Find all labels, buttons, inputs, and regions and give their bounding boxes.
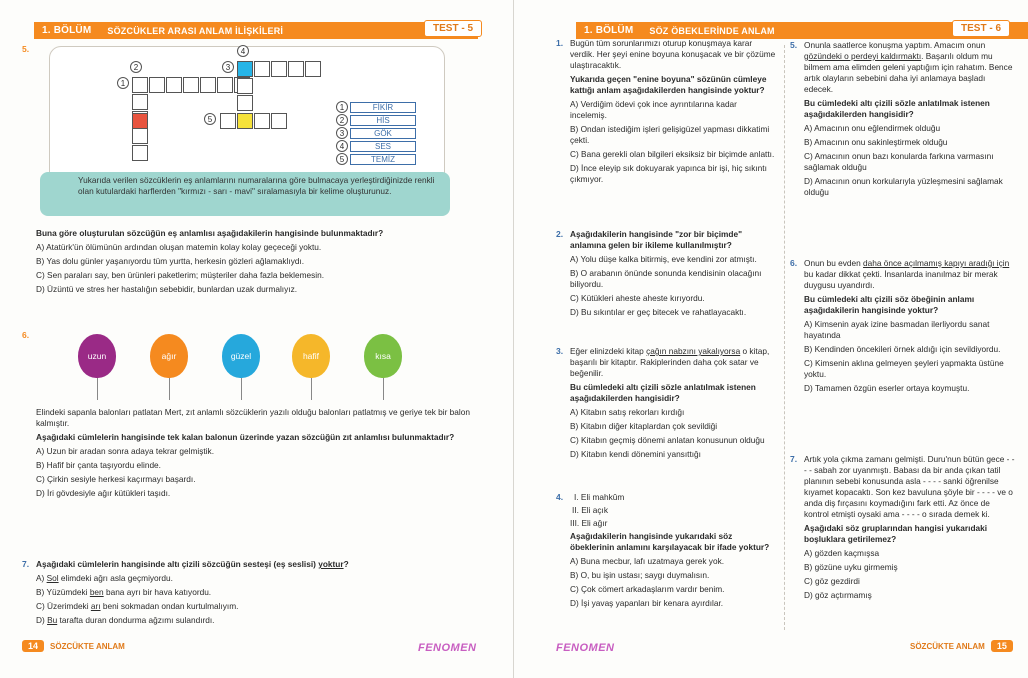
answer-option[interactable]: A) Kimsenin ayak izine basmadan ilerliyordu sanat hayatında [804,319,990,340]
answer-option[interactable]: B) Ondan istediğim işleri gelişigüzel yapması dikkatimi çekti. [570,124,770,145]
answer-option[interactable]: D) İnce eleyip sık dokuyarak yapınca bir işi, hiç sıkıntı çıkmıyor. [570,163,767,184]
balloon-hafif: hafif [292,334,330,378]
question-5 [804,40,1016,198]
answer-option[interactable]: D) göz açtırmamış [804,590,872,600]
question-number: 2. [556,229,564,239]
key-word: TEMİZ [350,154,416,165]
answer-option[interactable]: D) İri gövdesiyle ağır kütükleri taşıdı. [36,488,171,498]
answer-option[interactable]: B) Kitabın diğer kitaplardan çok sevildiği [570,421,718,431]
question-6 [36,407,476,499]
answer-option[interactable]: C) Sen paraları say, ben ürünleri paketlerim; müşteriler daha fazla beklemesin. [36,270,325,280]
page-number: 15 [991,640,1013,652]
answer-option[interactable]: B) O arabanın önünde sonunda kendisinin olacağını biliyordu. [570,268,762,289]
chapter-title: SÖZCÜKLER ARASI ANLAM İLİŞKİLERİ [107,25,284,36]
crossword-cell [200,77,216,93]
red-cell [132,113,148,129]
question-5 [36,228,476,295]
crossword-cell [183,77,199,93]
crossword-cell [305,61,321,77]
question-number: 4. [556,492,564,502]
key-row: 1 FİKİR [336,101,416,113]
answer-option[interactable]: A) Yolu düşe kalka bitirmiş, eve kendini zor atmıştı. [570,254,757,264]
balloon-string [383,378,384,400]
crossword-cell [132,145,148,161]
crossword-cell [132,128,148,144]
answer-option[interactable]: A) Uzun bir aradan sonra adaya tekrar gelmiştik. [36,446,215,456]
key-word: GÖK [350,128,416,139]
question-7 [804,454,1016,601]
crossword-cell [254,61,270,77]
roman-item: I. Eli mahkûm [574,492,625,502]
blue-cell [237,61,253,77]
question-intro: Bugün tüm sorunlarımızı oturup konuşmaya karar verdik. Her şeyi enine boyuna konuşacak ve bir çözüme ulaştıracaktık. [570,38,776,70]
footer-label: SÖZCÜKTE ANLAM [50,641,125,651]
brand-logo: FENOMEN [418,642,477,654]
column-divider [784,45,785,630]
balloon-kisa: kısa [364,334,402,378]
brand-logo: FENOMEN [556,642,615,654]
balloon-uzun: uzun [78,334,116,378]
grid-number: 2 [130,61,142,73]
balloon-string [97,378,98,400]
question-stem: Aşağıdaki cümlelerin hangisinde altı çizili sözcüğün sesteşi (eş seslisi) yoktur? [36,559,349,569]
grid-number: 5 [204,113,216,125]
question-number: 3. [556,346,564,356]
crossword-cell [237,78,253,94]
question-2 [570,229,776,318]
answer-option[interactable]: B) Yas dolu günler yaşanıyordu tüm yurtta, herkesin gözleri ağlamaklıydı. [36,256,305,266]
answer-option[interactable]: D) Kitabın kendi dönemini yansıttığı [570,449,701,459]
crossword-cell [271,61,287,77]
question-stem: Bu cümledeki altı çizili söz öbeğinin anlamı aşağıdakilerin hangisinde yoktur? [804,294,975,315]
answer-option[interactable]: D) Bu tarafta duran dondurma ağzımı sulandırdı. [36,615,215,625]
question-number: 6. [22,330,30,340]
crossword-cell [237,95,253,111]
key-word: SES [350,141,416,152]
question-stem: Aşağıdaki cümlelerin hangisinde tek kalan balonun üzerinde yazan sözcüğün zıt anlamlısı bulunmaktadır? [36,432,455,442]
question-7 [36,559,476,626]
answer-option[interactable]: A) Kitabın satış rekorları kırdığı [570,407,685,417]
chapter-label: 1. BÖLÜM [34,22,99,39]
answer-option[interactable]: C) Kimsenin aklına gelmeyen şeyleri yapmakta üstüne yoktu. [804,358,1004,379]
answer-option[interactable]: B) O, bu işin ustası; saygı duymalısın. [570,570,710,580]
question-number: 6. [790,258,798,268]
question-stem: Buna göre oluşturulan sözcüğün eş anlamlısı aşağıdakilerin hangisinde bulunmaktadır? [36,228,384,238]
roman-item: II. Eli açık [572,505,608,515]
balloon-string [311,378,312,400]
roman-item: III. Eli ağır [570,518,608,528]
answer-option[interactable]: C) Amacının onun bazı konularda farkına varmasını sağlamak olduğu [804,151,994,172]
question-stem: Aşağıdaki söz gruplarından hangisi yukarıdaki boşluklara getirilemez? [804,523,988,544]
left-header [34,22,283,39]
answer-option[interactable]: B) Kendinden öncekileri örnek aldığı için sevildiyordu. [804,344,1001,354]
answer-option[interactable]: A) Verdiğim ödevi çok ince ayrıntılarına kadar incelemiş. [570,99,737,120]
question-stem: Aşağıdakilerin hangisinde yukarıdaki söz öbeklerinin anlamını karşılayacak bir ifade yoktur? [570,531,770,552]
answer-option[interactable]: A) gözden kaçmışsa [804,548,880,558]
answer-option[interactable]: C) Üzerimdeki arı beni sokmadan ondan kurtulmalıyım. [36,601,239,611]
footer-label: SÖZCÜKTE ANLAM [910,641,985,651]
question-intro: Onun bu evden daha önce açılmamış kapıyı aradığı için bu kadar dikkat çekti. İnsanlarda inanılmaz bir merak duygusu uyandırdı. [804,258,1010,290]
balloon-guzel: güzel [222,334,260,378]
answer-option[interactable]: B) Yüzümdeki ben bana ayrı bir hava katıyordu. [36,587,212,597]
page-number: 14 [22,640,44,652]
question-intro: Onunla saatlerce konuşma yaptım. Amacım onun gözündeki o perdeyi kaldırmaktı. Başarılı oldum mu bilmem ama elimden geleni yaptığım için rahatım. Bence artık olayların sebebini daha iyi anlamaya başladı edecek. [804,40,1013,94]
question-intro: Eğer elinizdeki kitap çağın nabzını yakalıyorsa o kitap, başarılı bir kitaptır. Rakiplerinden daha çok satar ve beğenilir. [570,346,770,378]
grid-number: 1 [117,77,129,89]
question-1 [570,38,776,185]
left-footer [22,638,125,654]
answer-option[interactable]: D) İşi yavaş yapanları bir kenara ayırdılar. [570,598,724,608]
test-tag: TEST - 5 [424,20,482,37]
answer-option[interactable]: C) Kütükleri aheste aheste kırıyordu. [570,293,705,303]
balloon-agir: ağır [150,334,188,378]
question-stem: Bu cümledeki altı çizili sözle anlatılmak istenen aşağıdakilerden hangisidir? [804,98,990,119]
balloon-string [169,378,170,400]
right-footer [910,638,1013,654]
key-row: 2 HİS [336,114,416,126]
grid-number: 3 [222,61,234,73]
key-row: 4 SES [336,140,416,152]
answer-option[interactable]: D) Üzüntü ve stres her hastalığın sebebidir, bunlardan uzak durmalıyız. [36,284,298,294]
answer-option[interactable]: C) Çirkin sesiyle herkesi kaçırmayı başardı. [36,474,196,484]
key-word: FİKİR [350,102,416,113]
question-intro: Artık yola çıkma zamanı gelmişti. Duru'nun bütün gece - - - - sabah zor uyanmıştı. Babası da bir anda çıkan tatil planının sebebi konusunda asla - - - - sanki öğrenilse kıyamet kopacaktı. Son kez bavuluna şöyle bir - - - - ve o anda diş fırçasını koymadığını fark etti. Az önce de kontrol etmişti oysaki ama - - - - o sırada demek ki. [804,454,1015,519]
answer-option[interactable]: D) Amacının onun korkularıyla yüzleşmesini sağlamak olduğu [804,176,1003,197]
crossword-cell [220,113,236,129]
crossword-cell [132,77,148,93]
crossword-cell [271,113,287,129]
answer-option[interactable]: A) Atatürk'ün ölümünün ardından oluşan matemin kolay kolay geçeceği yoktu. [36,242,322,252]
crossword-cell [254,113,270,129]
answer-option[interactable]: D) Bu sıkıntılar er geç bitecek ve rahatlayacaktı. [570,307,747,317]
yellow-cell [237,113,253,129]
answer-option[interactable]: B) gözüne uyku girmemiş [804,562,898,572]
question-4 [570,492,776,609]
question-stem: Bu cümledeki altı çizili sözle anlatılmak istenen aşağıdakilerden hangisidir? [570,382,756,403]
answer-option[interactable]: A) Amacının onu eğlendirmek olduğu [804,123,941,133]
answer-option[interactable]: C) göz gezdirdi [804,576,860,586]
puzzle-instruction: Yukarıda verilen sözcüklerin eş anlamlarını numaralarına göre bulmacaya yerleştirdiğinizde renkli olan kutulardaki harflerden "kırmızı - sarı - mavi" sıralamasıyla bir kelime oluşturunuz. [40,172,450,216]
right-page [514,0,1028,678]
balloon-string [241,378,242,400]
answer-option[interactable]: D) Tamamen özgün eserler ortaya koymuştu. [804,383,970,393]
question-3 [570,346,776,460]
key-row: 5 TEMİZ [336,153,416,165]
answer-option[interactable]: B) Hafif bir çanta taşıyordu elinde. [36,460,161,470]
question-stem: Yukarıda geçen "enine boyuna" sözünün cümleye kattığı anlam aşağıdakilerden hangisinde yoktur? [570,74,767,95]
answer-option[interactable]: A) Buna mecbur, lafı uzatmaya gerek yok. [570,556,725,566]
key-row: 3 GÖK [336,127,416,139]
right-header [576,22,775,39]
question-number: 7. [790,454,798,464]
answer-option[interactable]: B) Amacının onu sakinleştirmek olduğu [804,137,948,147]
question-stem: Aşağıdakilerin hangisinde "zor bir biçimde" anlamına gelen bir ikileme kullanılmıştır? [570,229,742,250]
chapter-label: 1. BÖLÜM [576,22,641,39]
test-tag: TEST - 6 [952,20,1010,37]
crossword-cell [149,77,165,93]
question-6 [804,258,1016,394]
chapter-title: SÖZ ÖBEKLERİNDE ANLAM [649,25,775,36]
question-intro: Elindeki sapanla balonları patlatan Mert, zıt anlamlı sözcüklerin yazılı olduğu balonları patlatmış ve geriye tek bir balon kalmıştır. [36,407,470,428]
answer-option[interactable]: C) Bana gerekli olan bilgileri eksiksiz bir biçimde anlattı. [570,149,775,159]
answer-option[interactable]: C) Çok cömert arkadaşlarım vardır benim. [570,584,725,594]
crossword-cell [132,94,148,110]
crossword-cell [288,61,304,77]
answer-option[interactable]: C) Kitabın geçmiş dönemi anlatan konusunun olduğu [570,435,765,445]
answer-option[interactable]: A) Sol elimdeki ağrı asla geçmiyordu. [36,573,173,583]
question-number: 5. [790,40,798,50]
crossword-cell [217,77,233,93]
crossword-cell [166,77,182,93]
key-word: HİS [350,115,416,126]
question-number: 7. [22,559,30,569]
question-number: 1. [556,38,564,48]
grid-number: 4 [237,45,249,57]
question-number: 5. [22,44,30,54]
